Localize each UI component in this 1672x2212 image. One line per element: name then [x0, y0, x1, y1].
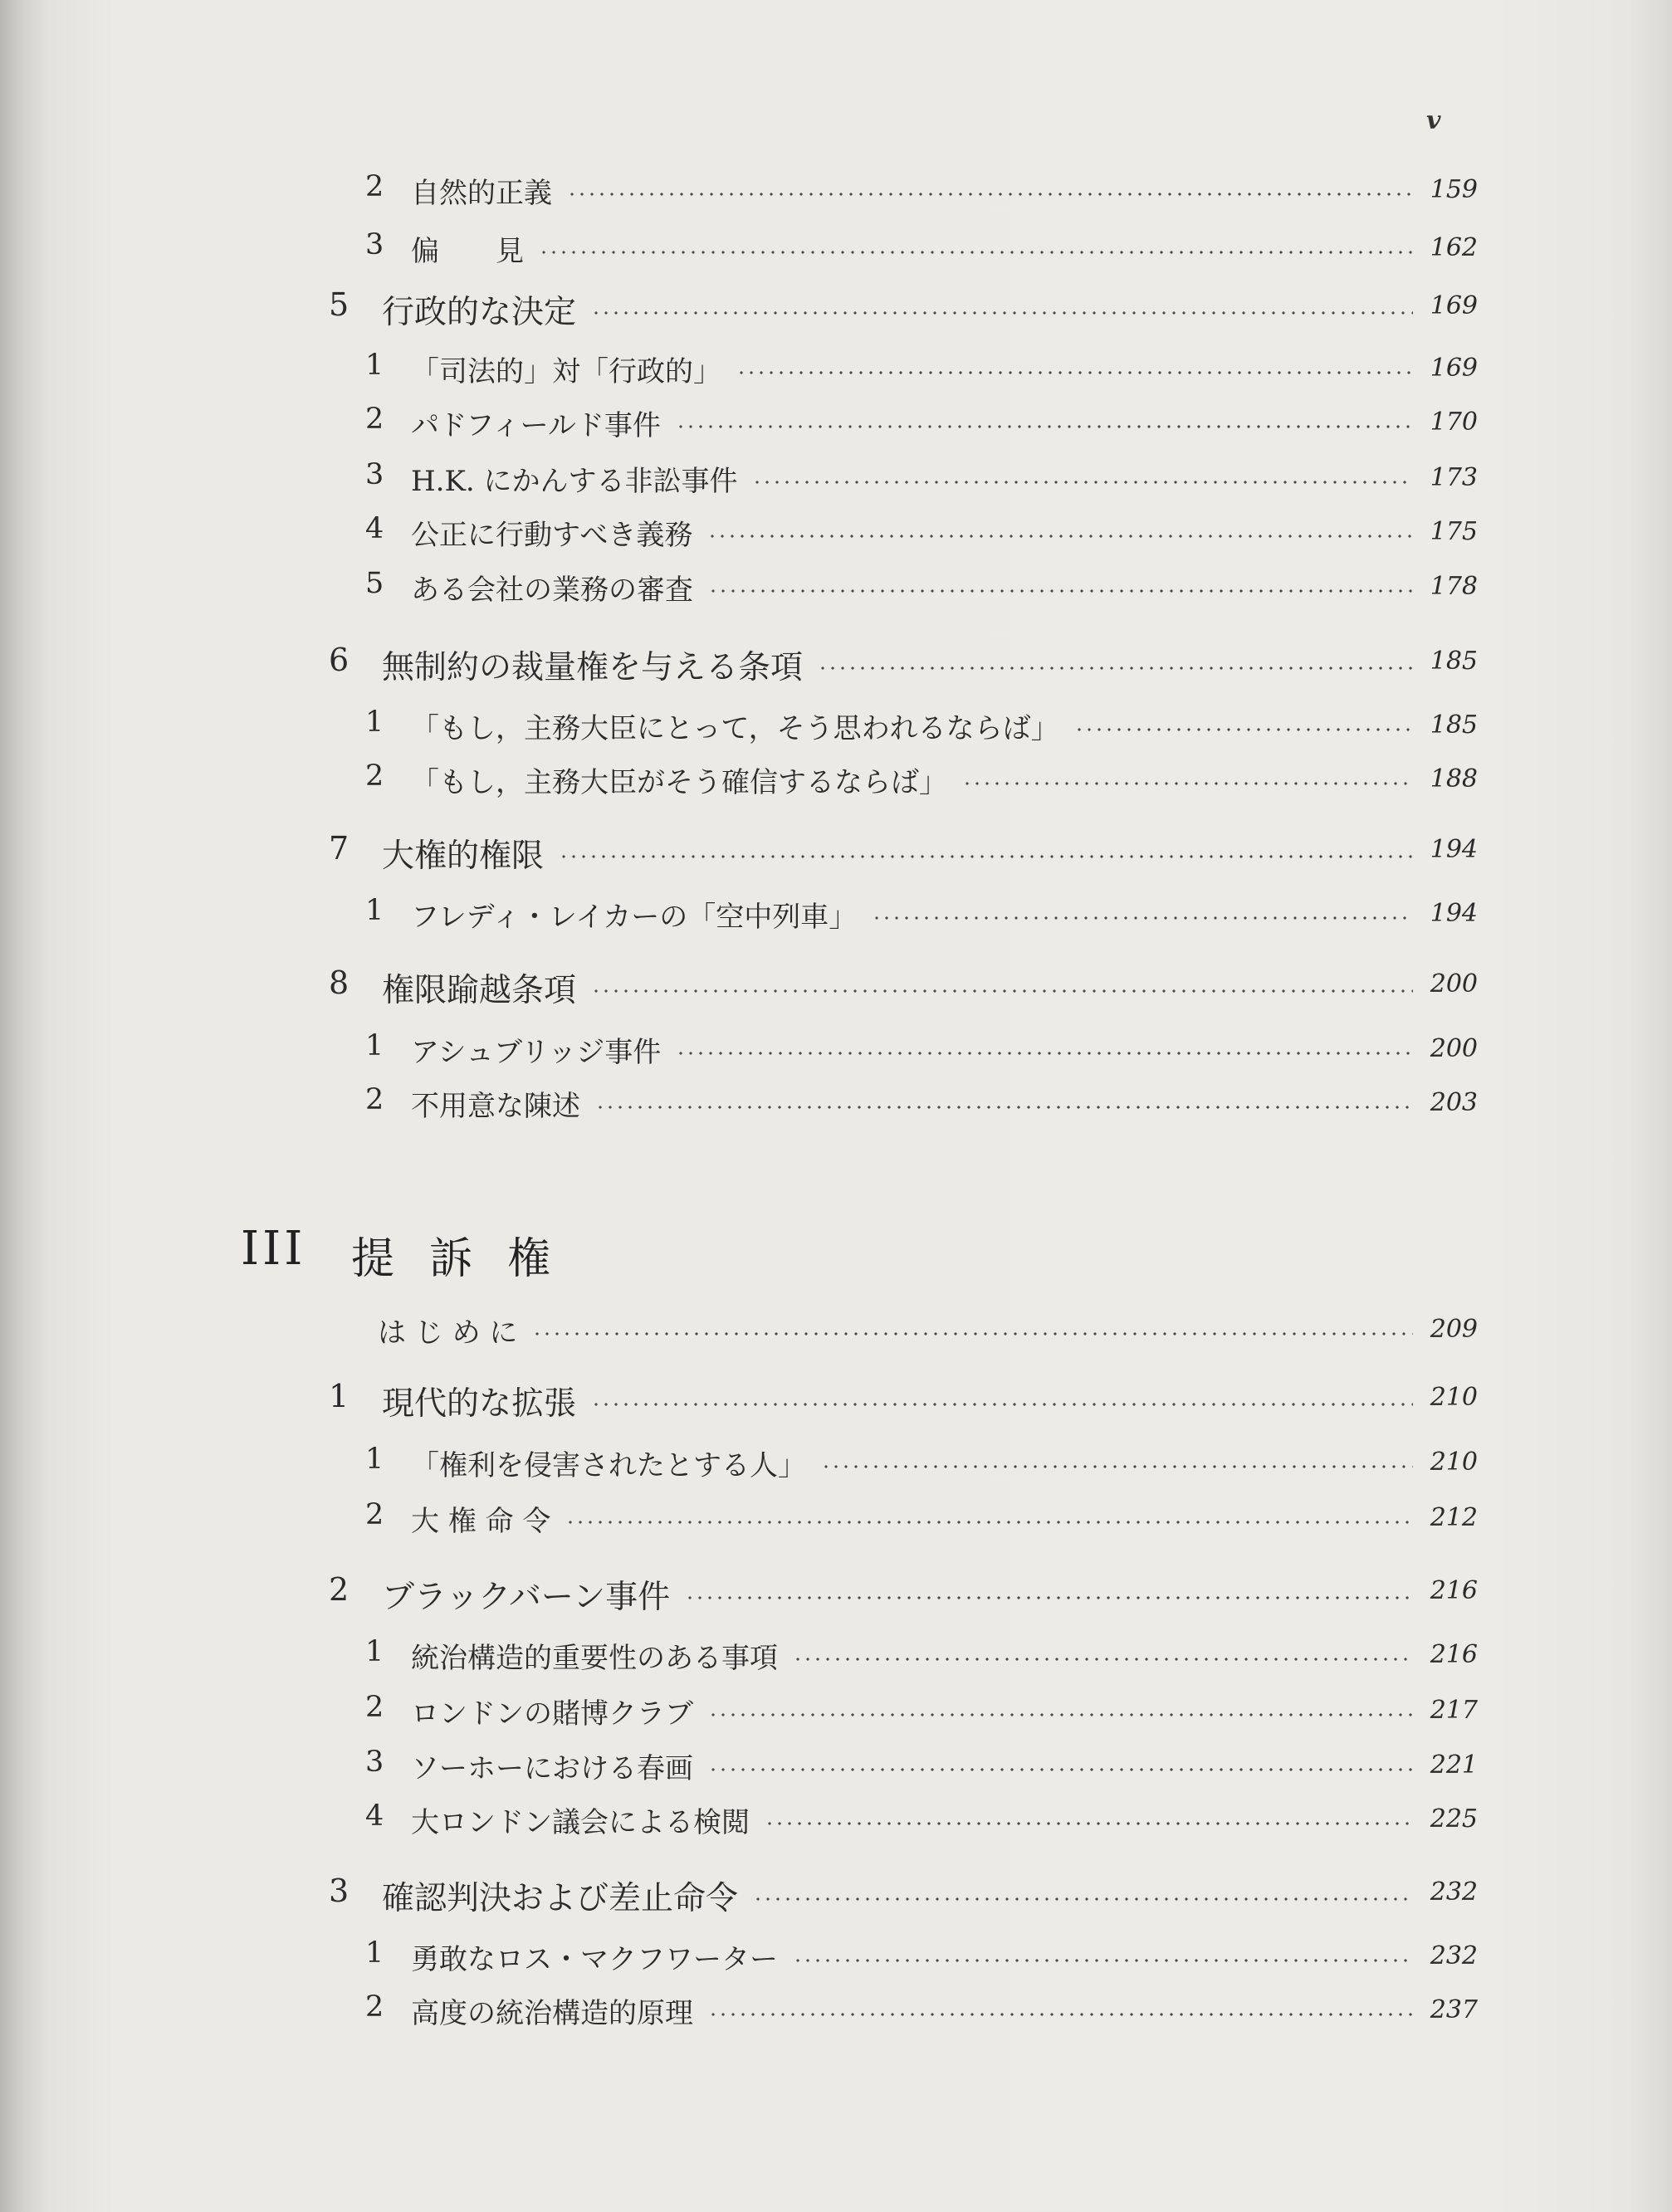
toc-page-number: 159: [1430, 175, 1478, 204]
toc-subsection-entry: [0, 170, 1672, 220]
toc-page-number: 188: [1430, 764, 1478, 793]
toc-page-number: 232: [1430, 1878, 1478, 1907]
toc-subsection-entry: [0, 512, 1672, 562]
toc-entry-title: 権限踰越条項: [382, 972, 577, 1009]
toc-entry-number: 1: [329, 1378, 350, 1414]
toc-leader-dots: [752, 481, 1413, 484]
part-number: III: [241, 1222, 306, 1276]
toc-subsection-entry: [0, 403, 1672, 452]
toc-page-number: 185: [1430, 710, 1478, 740]
toc-subsection-entry: [0, 349, 1672, 398]
toc-subsection-entry: [0, 228, 1672, 278]
toc-page-number: 210: [1430, 1383, 1478, 1412]
toc-entry-title: ソーホーにおける春画: [411, 1752, 693, 1785]
toc-leader-dots: [676, 425, 1413, 428]
toc-entry-title: アシュブリッジ事件: [411, 1036, 662, 1069]
toc-entry-number: 2: [365, 759, 384, 793]
toc-entry-number: 3: [365, 228, 384, 261]
toc-entry-number: 2: [365, 170, 384, 203]
toc-leader-dots: [793, 1959, 1413, 1962]
toc-leader-dots: [559, 855, 1413, 858]
toc-section-entry: [0, 286, 1672, 336]
toc-entry-title: 確認判決および差止命令: [382, 1880, 739, 1917]
toc-leader-dots: [736, 371, 1413, 374]
toc-leader-dots: [765, 1822, 1413, 1825]
toc-entry-title: ブラックバーン事件: [382, 1579, 671, 1616]
toc-leader-dots: [793, 1658, 1413, 1661]
toc-entry-number: 6: [329, 642, 350, 678]
toc-leader-dots: [532, 1332, 1413, 1336]
toc-entry-number: 4: [365, 512, 384, 545]
toc-entry-title: 「権利を侵害されたとする人」: [411, 1449, 806, 1482]
toc-page-number: 185: [1430, 647, 1478, 676]
toc-subsection-entry: [0, 1936, 1672, 1986]
toc-entry-title: H.K. にかんする非訟事件: [411, 465, 738, 498]
toc-leader-dots: [676, 1052, 1413, 1055]
toc-entry-number: 1: [365, 894, 384, 927]
toc-entry-number: 2: [365, 1083, 384, 1116]
toc-section-entry: [0, 1571, 1672, 1621]
toc-leader-dots: [708, 1713, 1413, 1716]
toc-subsection-entry: [0, 1635, 1672, 1685]
toc-entry-title: 「司法的」対「行政的」: [411, 355, 721, 388]
toc-entry-number: 2: [365, 1498, 384, 1531]
toc-entry-number: 2: [329, 1571, 350, 1608]
toc-entry-title: 行政的な決定: [382, 294, 577, 331]
toc-entry-number: 4: [365, 1799, 384, 1833]
toc-subsection-entry: [0, 759, 1672, 809]
toc-page-number: 212: [1430, 1503, 1478, 1532]
toc-entry-title: 無制約の裁量権を与える条項: [382, 649, 804, 686]
toc-page-number: 216: [1430, 1576, 1478, 1605]
toc-entry-title: 大 権 命 令: [411, 1505, 551, 1538]
toc-page-number: 209: [1430, 1315, 1478, 1344]
toc-leader-dots: [539, 251, 1413, 254]
toc-subsection-entry: [0, 1498, 1672, 1548]
toc-section-entry: [0, 642, 1672, 691]
toc-leader-dots: [872, 916, 1413, 920]
toc-leader-dots: [962, 782, 1413, 785]
toc-entry-number: 1: [365, 349, 384, 382]
toc-entry-number: 1: [365, 1936, 384, 1970]
toc-entry-number: 2: [365, 1990, 384, 2024]
toc-page-number: 169: [1430, 291, 1478, 320]
toc-entry-title: 大権的権限: [382, 837, 545, 875]
toc-entry-title: パドフィールド事件: [411, 409, 661, 442]
toc-entry-title: 統治構造的重要性のある事項: [411, 1642, 778, 1675]
toc-page-number: 178: [1430, 572, 1478, 601]
toc-leader-dots: [591, 989, 1413, 993]
toc-entry-title: ロンドンの賭博クラブ: [411, 1697, 693, 1731]
toc-subsection-entry: [0, 458, 1672, 508]
toc-subsection-entry: [0, 1746, 1672, 1795]
toc-page-number: 225: [1430, 1804, 1478, 1834]
toc-leader-dots: [591, 1403, 1413, 1406]
toc-leader-dots: [707, 535, 1413, 538]
toc-page-number: 217: [1430, 1696, 1478, 1725]
toc-page-number: 216: [1430, 1640, 1478, 1669]
toc-entry-number: 3: [365, 458, 384, 491]
toc-section-entry: [0, 1873, 1672, 1922]
toc-entry-title: 「もし，主務大臣がそう確信するならば」: [411, 766, 947, 799]
toc-entry-number: 5: [365, 567, 384, 600]
toc-page-number: 173: [1430, 463, 1478, 492]
toc-subsection-entry: [0, 706, 1672, 755]
toc-leader-dots: [708, 589, 1413, 593]
toc-subsection-entry: [0, 1310, 1672, 1360]
toc-page-number: 194: [1430, 835, 1478, 864]
toc-entry-title: ある会社の業務の審査: [411, 574, 693, 607]
toc-entry-title: 高度の統治構造的原理: [411, 1997, 693, 2030]
toc-leader-dots: [591, 311, 1413, 315]
toc-leader-dots: [595, 1106, 1413, 1109]
toc-entry-number: 2: [365, 1691, 384, 1724]
toc-subsection-entry: [0, 1443, 1672, 1492]
toc-leader-dots: [708, 2013, 1413, 2016]
toc-page-number: 162: [1430, 233, 1478, 262]
toc-section-entry: [0, 1378, 1672, 1428]
toc-entry-number: 7: [329, 830, 350, 867]
toc-page-number: 200: [1430, 1034, 1478, 1063]
toc-subsection-entry: [0, 1691, 1672, 1741]
toc-entry-number: 8: [329, 964, 350, 1001]
toc-subsection-entry: [0, 894, 1672, 944]
toc-entry-title: 公正に行動すべき義務: [411, 519, 693, 552]
toc-page-number: 203: [1430, 1088, 1478, 1117]
toc-entry-number: 1: [365, 1443, 384, 1476]
toc-page-number: 232: [1430, 1941, 1478, 1970]
toc-leader-dots: [685, 1596, 1413, 1599]
toc-entry-title: 「もし，主務大臣にとって，そう思われるならば」: [411, 712, 1059, 745]
toc-entry-title: 現代的な拡張: [382, 1385, 577, 1423]
toc-page-number: 194: [1430, 899, 1478, 928]
toc-page-number: 175: [1430, 517, 1478, 546]
toc-entry-title: は じ め に: [378, 1316, 518, 1350]
toc-entry-title: 偏 見: [411, 235, 524, 268]
toc-entry-title: 勇敢なロス・マクフワーター: [411, 1943, 778, 1976]
part-title: 提訴権: [351, 1234, 586, 1284]
toc-page-number: 210: [1430, 1448, 1478, 1477]
toc-section-entry: [0, 964, 1672, 1014]
toc-leader-dots: [753, 1897, 1413, 1901]
toc-leader-dots: [1074, 728, 1413, 731]
toc-entry-title: 不用意な陳述: [411, 1090, 580, 1123]
toc-subsection-entry: [0, 567, 1672, 617]
toc-leader-dots: [565, 1521, 1413, 1524]
toc-leader-dots: [708, 1768, 1413, 1771]
toc-leader-dots: [818, 667, 1413, 670]
toc-entry-title: 大ロンドン議会による検閲: [411, 1806, 750, 1839]
toc-subsection-entry: [0, 1029, 1672, 1079]
toc-page-number: 221: [1430, 1751, 1478, 1780]
page-folio: v: [1426, 106, 1441, 135]
toc-page-number: 200: [1430, 969, 1478, 999]
toc-subsection-entry: [0, 1990, 1672, 2040]
toc-leader-dots: [821, 1465, 1413, 1468]
toc-page-number: 170: [1430, 408, 1478, 437]
toc-subsection-entry: [0, 1799, 1672, 1849]
toc-leader-dots: [567, 193, 1413, 196]
toc-entry-title: フレディ・レイカーの「空中列車」: [411, 901, 858, 934]
toc-entry-number: 1: [365, 1635, 384, 1668]
toc-page-number: 169: [1430, 354, 1478, 383]
toc-entry-number: 2: [365, 403, 384, 436]
toc-entry-number: 5: [329, 286, 350, 323]
toc-entry-number: 3: [329, 1873, 350, 1909]
toc-entry-title: 自然的正義: [411, 177, 552, 210]
toc-subsection-entry: [0, 1083, 1672, 1133]
toc-entry-number: 3: [365, 1746, 384, 1779]
toc-entry-number: 1: [365, 1029, 384, 1062]
toc-section-entry: [0, 830, 1672, 880]
toc-page-number: 237: [1430, 1995, 1478, 2024]
toc-entry-number: 1: [365, 706, 384, 739]
